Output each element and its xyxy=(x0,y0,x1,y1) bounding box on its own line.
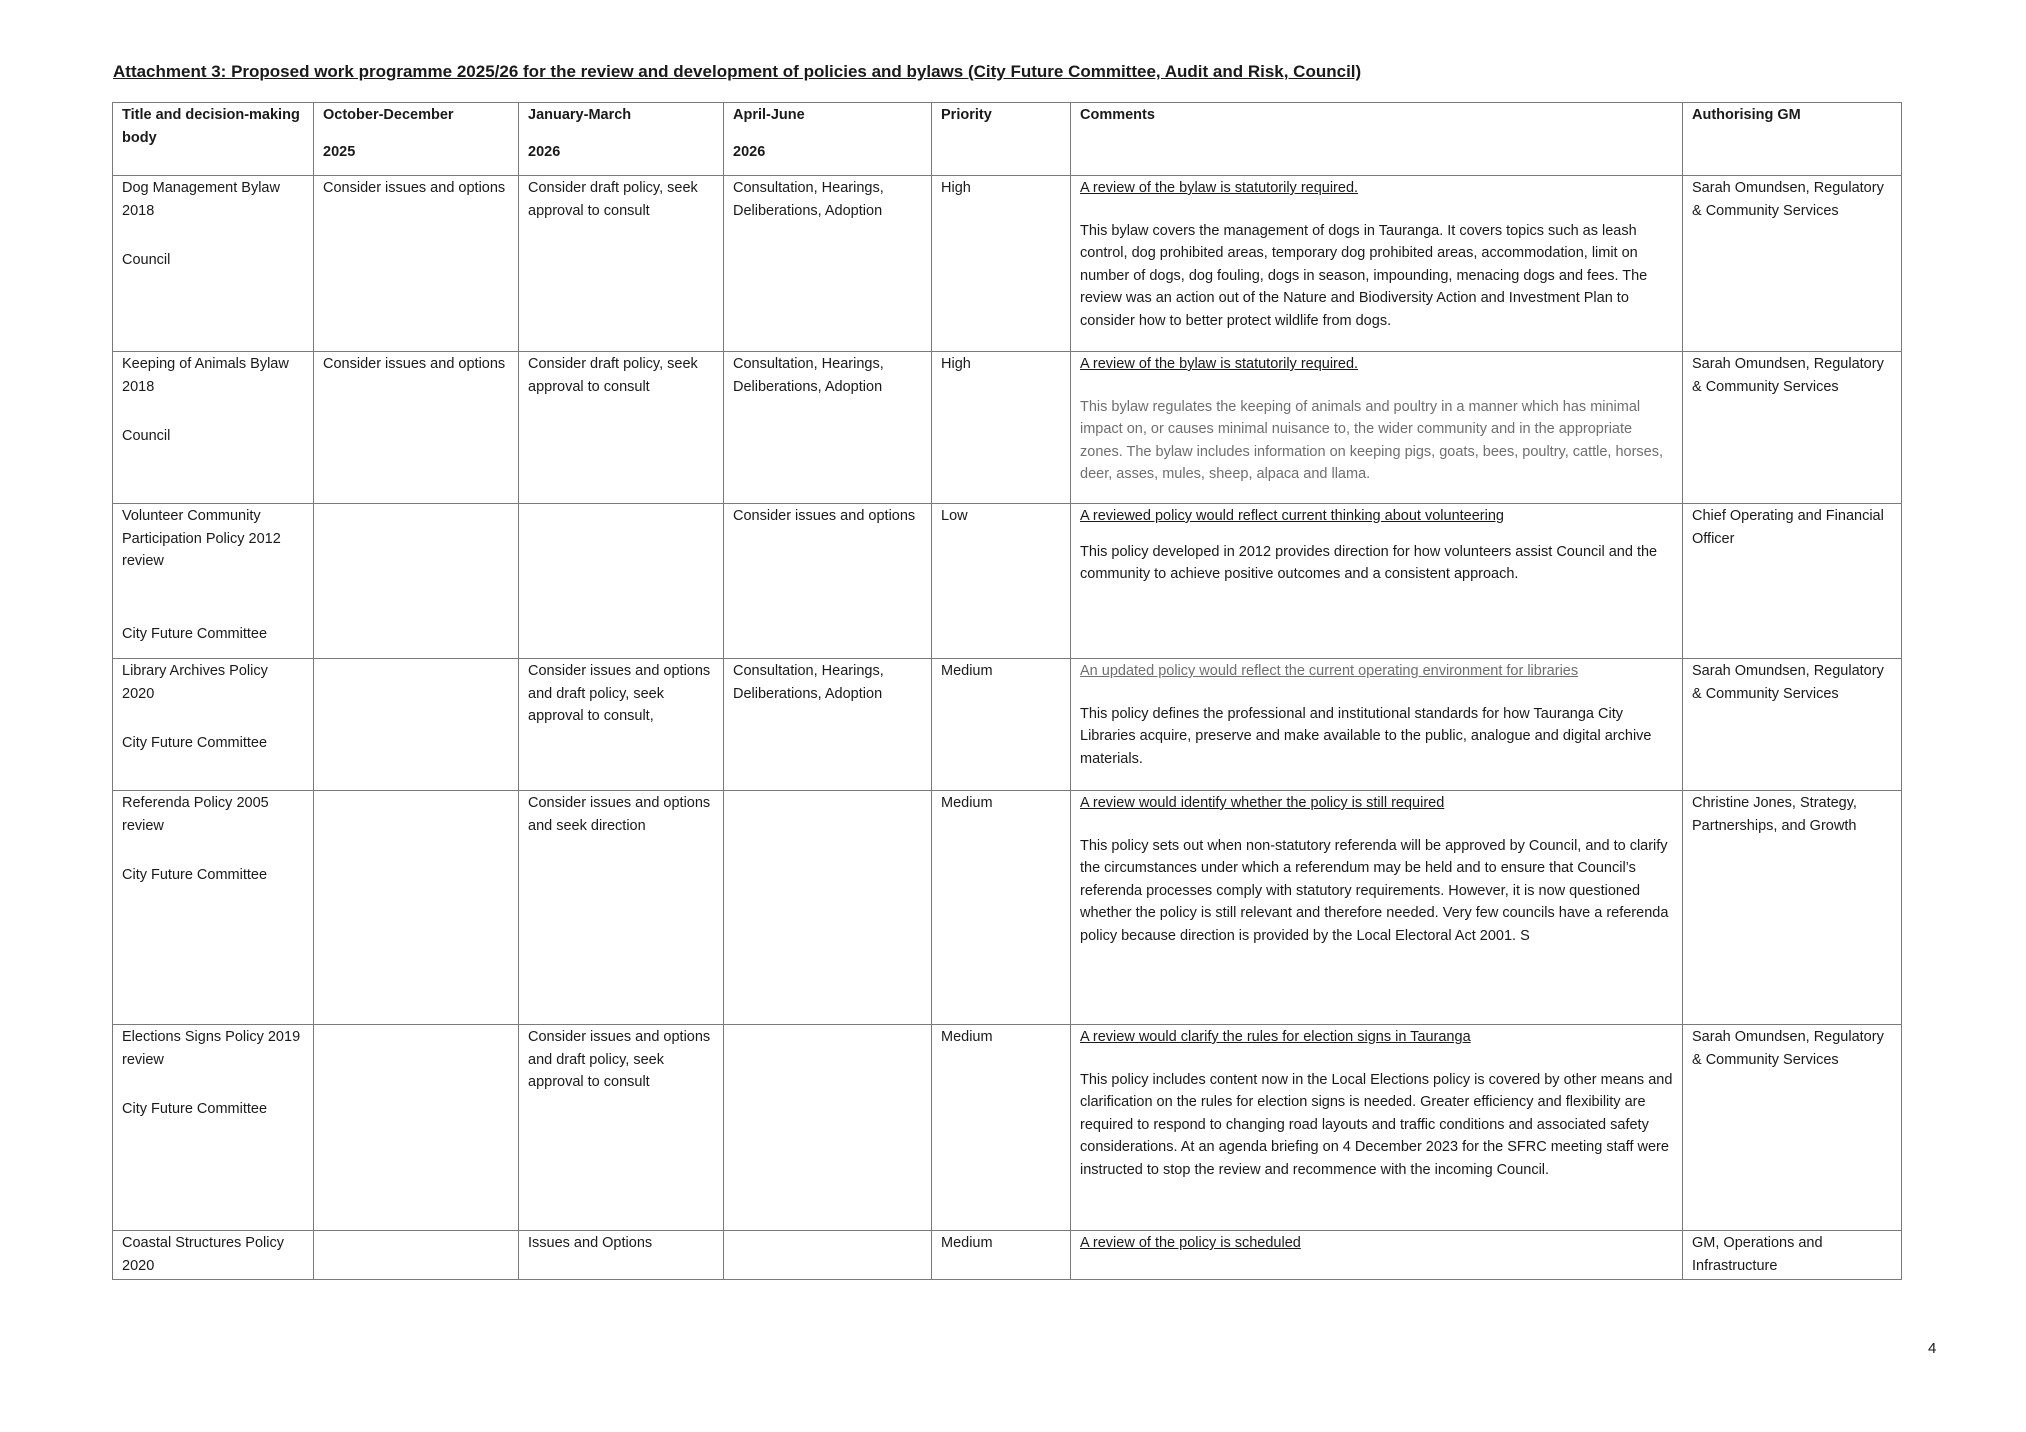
q3-cell xyxy=(724,1025,932,1231)
gm-cell: Sarah Omundsen, Regulatory & Community Services xyxy=(1683,352,1902,504)
comment-heading: A review of the bylaw is statutorily required. xyxy=(1080,356,1359,372)
header-title: Title and decision-making body xyxy=(113,103,314,176)
comment-heading: A review would clarify the rules for election signs in Tauranga xyxy=(1080,1029,1471,1045)
comment-body: This bylaw regulates the keeping of animals and poultry in a manner which has minimal impact on, or causes minimal nuisance to, the wider community and in the appropriate zones. The bylaw includes information on keeping pigs, goats, bees, poultry, cattle, horses, deer, asses, mules, sheep, alpaca and llama. xyxy=(1080,398,1664,482)
priority-cell: High xyxy=(932,352,1071,504)
q3-cell: Consultation, Hearings, Deliberations, Adoption xyxy=(724,176,932,352)
priority-cell: Low xyxy=(932,504,1071,659)
header-q1: October-December 2025 xyxy=(314,103,519,176)
table-row xyxy=(113,1025,1902,1231)
row-title-cell xyxy=(113,504,314,659)
comment-body: This policy defines the professional and institutional standards for how Tauranga City Libraries acquire, preserve and make available to the public, analogue and digital archive materials. xyxy=(1080,705,1652,767)
decision-body: Council xyxy=(122,252,171,268)
q3-cell: Consider issues and options xyxy=(724,504,932,659)
comment-heading: An updated policy would reflect the current operating environment for libraries xyxy=(1080,663,1579,679)
row-title-cell xyxy=(113,352,314,504)
header-q2: January-March 2026 xyxy=(519,103,724,176)
table-header-row xyxy=(113,103,1902,176)
q3-cell xyxy=(724,791,932,1025)
table-row xyxy=(113,659,1902,791)
gm-cell: GM, Operations and Infrastructure xyxy=(1683,1231,1902,1280)
decision-body: City Future Committee xyxy=(122,735,268,751)
page-number: 4 xyxy=(1928,1340,1937,1357)
comments-cell xyxy=(1071,352,1683,504)
q2-cell: Consider issues and options and seek direction xyxy=(519,791,724,1025)
row-title-cell xyxy=(113,176,314,352)
q3-cell xyxy=(724,1231,932,1280)
priority-cell: Medium xyxy=(932,1025,1071,1231)
q2-cell xyxy=(519,504,724,659)
row-title-cell xyxy=(113,1231,314,1280)
table-row xyxy=(113,1231,1902,1280)
decision-body: Council xyxy=(122,428,171,444)
comments-cell xyxy=(1071,659,1683,791)
comment-heading: A review would identify whether the policy is still required xyxy=(1080,795,1445,811)
comments-cell xyxy=(1071,1025,1683,1231)
q2-cell: Issues and Options xyxy=(519,1231,724,1280)
q1-cell xyxy=(314,504,519,659)
q3-cell: Consultation, Hearings, Deliberations, Adoption xyxy=(724,352,932,504)
decision-body: City Future Committee xyxy=(122,625,268,642)
comments-cell xyxy=(1071,176,1683,352)
comment-body: This policy sets out when non-statutory referenda will be approved by Council, and to clarify the circumstances under which a referendum may be held and to ensure that Council’s referenda processes comply with statutory requirements. However, it is now questioned whether the policy is still relevant and therefore needed. Very few councils have a referenda policy because direction is provided by the Local Electoral Act 2001. S xyxy=(1080,837,1669,944)
q1-cell: Consider issues and options xyxy=(314,352,519,504)
gm-cell: Sarah Omundsen, Regulatory & Community Services xyxy=(1683,659,1902,791)
q1-cell xyxy=(314,1025,519,1231)
priority-cell: Medium xyxy=(932,659,1071,791)
priority-cell: High xyxy=(932,176,1071,352)
q3-cell: Consultation, Hearings, Deliberations, Adoption xyxy=(724,659,932,791)
table-row xyxy=(113,176,1902,352)
policy-title: Volunteer Community Participation Policy 2012 review xyxy=(122,508,281,569)
priority-cell: Medium xyxy=(932,1231,1071,1280)
gm-cell: Christine Jones, Strategy, Partnerships, and Growth xyxy=(1683,791,1902,1025)
q1-cell xyxy=(314,791,519,1025)
decision-body: City Future Committee xyxy=(122,1101,268,1117)
header-comments: Comments xyxy=(1071,103,1683,176)
work-programme-table xyxy=(112,102,1902,1280)
comment-heading: A review of the policy is scheduled xyxy=(1080,1235,1301,1251)
comment-body: This bylaw covers the management of dogs in Tauranga. It covers topics such as leash control, dog prohibited areas, temporary dog prohibited areas, accommodation, limit on number of dogs, dog fouling, dogs in season, impounding, menacing dogs and fees. The review was an action out of the Nature and Biodiversity Action and Investment Plan to consider how to better protect wildlife from dogs. xyxy=(1080,222,1648,329)
policy-title: Keeping of Animals Bylaw 2018 xyxy=(122,356,289,395)
decision-body: City Future Committee xyxy=(122,867,268,883)
row-title-cell xyxy=(113,791,314,1025)
q2-cell: Consider issues and options and draft policy, seek approval to consult xyxy=(519,1025,724,1231)
policy-title: Elections Signs Policy 2019 review xyxy=(122,1029,301,1068)
gm-cell: Sarah Omundsen, Regulatory & Community Services xyxy=(1683,1025,1902,1231)
row-title-cell xyxy=(113,659,314,791)
policy-title: Library Archives Policy 2020 xyxy=(122,663,268,702)
q1-cell xyxy=(314,659,519,791)
table-row xyxy=(113,504,1902,659)
header-q3: April-June 2026 xyxy=(724,103,932,176)
q2-cell: Consider issues and options and draft policy, seek approval to consult, xyxy=(519,659,724,791)
gm-cell: Chief Operating and Financial Officer xyxy=(1683,504,1902,659)
page-title: Attachment 3: Proposed work programme 2025/26 for the review and development of policies and bylaws (City Future Committee, Audit and Risk, Council) xyxy=(113,62,1362,81)
policy-title: Referenda Policy 2005 review xyxy=(122,795,269,834)
row-title-cell xyxy=(113,1025,314,1231)
comment-body: This policy developed in 2012 provides direction for how volunteers assist Council and the community to achieve positive outcomes and a consistent approach. xyxy=(1080,543,1658,582)
comment-heading: A review of the bylaw is statutorily required. xyxy=(1080,180,1359,196)
header-priority: Priority xyxy=(932,103,1071,176)
policy-title: Dog Management Bylaw 2018 xyxy=(122,180,280,219)
q1-cell: Consider issues and options xyxy=(314,176,519,352)
comment-heading: A reviewed policy would reflect current thinking about volunteering xyxy=(1080,508,1504,524)
priority-cell: Medium xyxy=(932,791,1071,1025)
table-row xyxy=(113,352,1902,504)
header-gm: Authorising GM xyxy=(1683,103,1902,176)
q1-cell xyxy=(314,1231,519,1280)
comment-body: This policy includes content now in the Local Elections policy is covered by other means and clarification on the rules for election signs is needed. Greater efficiency and flexibility are required to respond to changing road layouts and traffic conditions and associated safety considerations. At an agenda briefing on 4 December 2023 for the SFRC meeting staff were instructed to stop the review and recommence with the incoming Council. xyxy=(1080,1071,1673,1178)
comments-cell xyxy=(1071,504,1683,659)
q2-cell: Consider draft policy, seek approval to consult xyxy=(519,352,724,504)
q2-cell: Consider draft policy, seek approval to consult xyxy=(519,176,724,352)
comments-cell xyxy=(1071,791,1683,1025)
gm-cell: Sarah Omundsen, Regulatory & Community Services xyxy=(1683,176,1902,352)
table-row xyxy=(113,791,1902,1025)
policy-title: Coastal Structures Policy 2020 xyxy=(122,1235,284,1274)
comments-cell xyxy=(1071,1231,1683,1280)
